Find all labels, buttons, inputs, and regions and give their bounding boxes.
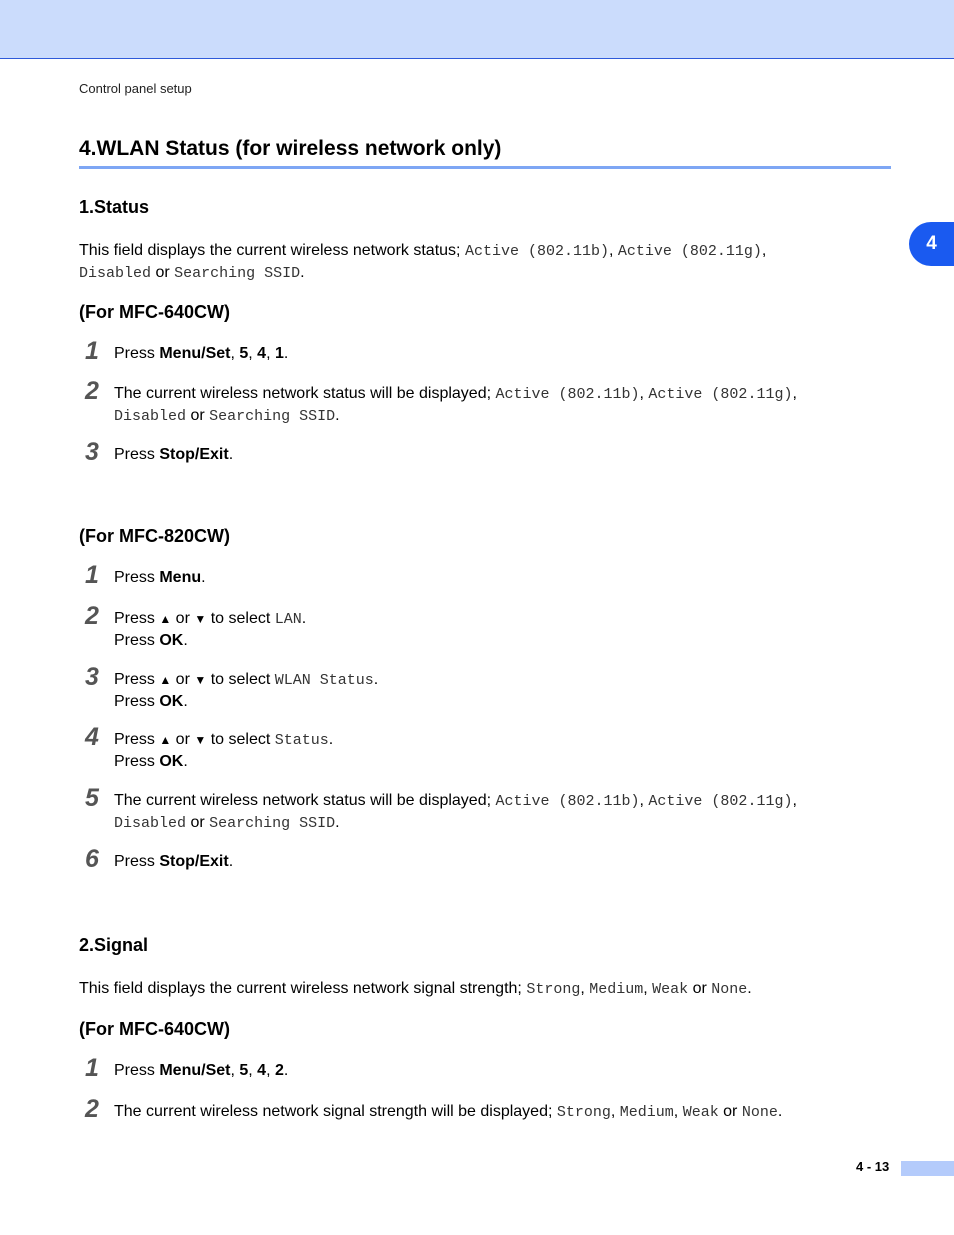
down-arrow-icon: ▼ bbox=[194, 673, 207, 687]
step-text: Press ▲ or ▼ to select WLAN Status. Press OK. bbox=[114, 671, 379, 710]
step-number: 3 bbox=[85, 438, 99, 466]
subheading-mfc640-status: (For MFC-640CW) bbox=[79, 302, 230, 322]
step-text: Press ▲ or ▼ to select Status. Press OK. bbox=[114, 731, 334, 770]
page-title: 4.WLAN Status (for wireless network only) bbox=[79, 136, 891, 169]
section-heading-signal: 2.Signal bbox=[79, 935, 149, 955]
step-number: 1 bbox=[85, 1054, 99, 1082]
subheading-mfc640-signal: (For MFC-640CW) bbox=[79, 1019, 230, 1039]
step-text: Press Stop/Exit. bbox=[114, 853, 234, 870]
up-arrow-icon: ▲ bbox=[159, 733, 172, 747]
page-number: 4 - 13 bbox=[856, 1159, 890, 1174]
step-text: The current wireless network signal strength will be displayed; Strong, Medium, Weak or None. bbox=[114, 1103, 783, 1121]
chapter-tab[interactable]: 4 bbox=[909, 222, 954, 266]
step-number: 4 bbox=[85, 723, 99, 751]
step-number: 1 bbox=[85, 561, 99, 589]
step-number: 3 bbox=[85, 663, 99, 691]
page-number-bar bbox=[901, 1161, 954, 1176]
down-arrow-icon: ▼ bbox=[194, 733, 207, 747]
up-arrow-icon: ▲ bbox=[159, 612, 172, 626]
step-number: 2 bbox=[85, 1095, 99, 1123]
step-number: 1 bbox=[85, 337, 99, 365]
step-number: 2 bbox=[85, 377, 99, 405]
step-number: 2 bbox=[85, 602, 99, 630]
step-text: Press Menu. bbox=[114, 569, 206, 586]
section-heading-status: 1.Status bbox=[79, 197, 150, 217]
step-text: Press Menu/Set, 5, 4, 2. bbox=[114, 1062, 289, 1079]
step-text: Press Menu/Set, 5, 4, 1. bbox=[114, 345, 289, 362]
up-arrow-icon: ▲ bbox=[159, 673, 172, 687]
step-text: The current wireless network status will be displayed; Active (802.11b), Active (802.11g), Disabled or Searching SSID. bbox=[114, 385, 797, 425]
step-text: Press ▲ or ▼ to select LAN. Press OK. bbox=[114, 610, 307, 649]
subheading-mfc820-status: (For MFC-820CW) bbox=[79, 526, 230, 546]
status-intro: This field displays the current wireless network status; Active (802.11b), Active (802.11g), Disabled or Searching SSID. bbox=[79, 242, 767, 282]
signal-intro: This field displays the current wireless network signal strength; Strong, Medium, Weak or None. bbox=[79, 980, 752, 998]
down-arrow-icon: ▼ bbox=[194, 612, 207, 626]
breadcrumb: Control panel setup bbox=[79, 81, 192, 96]
step-number: 5 bbox=[85, 784, 99, 812]
step-text: Press Stop/Exit. bbox=[114, 446, 234, 463]
header-band bbox=[0, 0, 954, 59]
step-text: The current wireless network status will be displayed; Active (802.11b), Active (802.11g), Disabled or Searching SSID. bbox=[114, 792, 797, 832]
step-number: 6 bbox=[85, 845, 99, 873]
